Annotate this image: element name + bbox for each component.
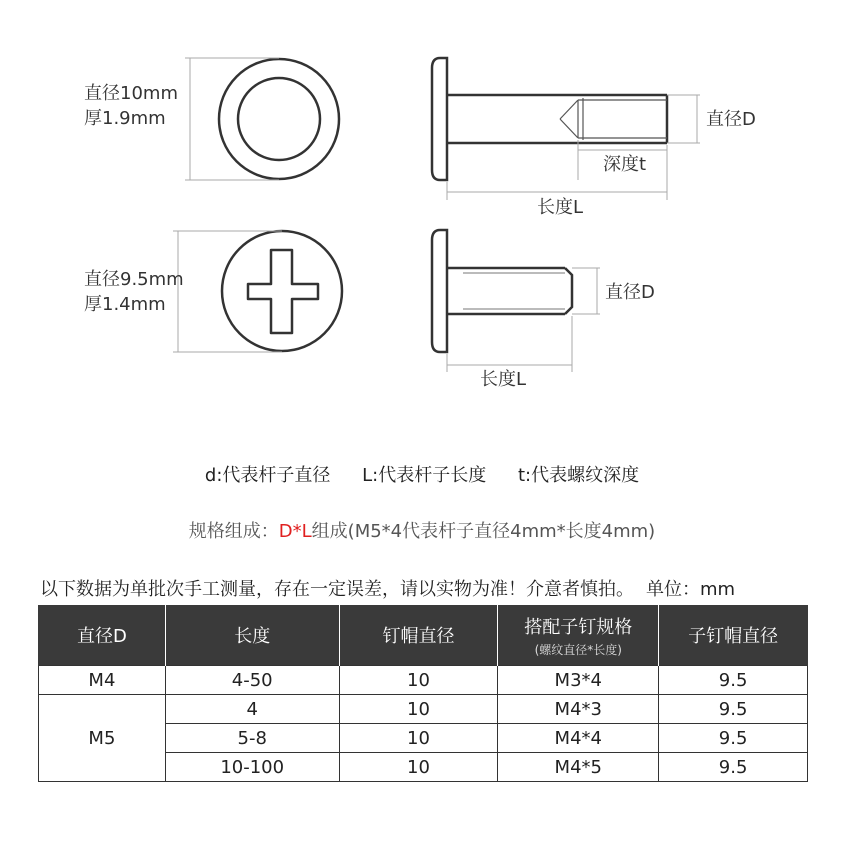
spec-formula: D*L: [278, 521, 312, 542]
bottom-head-front-view: [222, 231, 342, 351]
top-internal-thread: [560, 98, 667, 140]
cell-diameter: M5: [39, 695, 166, 782]
table-header-row: [39, 605, 808, 666]
legend-d: d:代表杆子直径: [204, 465, 331, 486]
bottom-head-thickness-label: 厚1.4mm: [84, 294, 166, 315]
header-mating-spec-main: 搭配子钉规格: [524, 616, 633, 638]
legend: [0, 461, 844, 487]
table-row: [39, 666, 808, 695]
cell-cap: 10: [339, 724, 498, 753]
top-thread-depth-label: 深度t: [603, 154, 647, 175]
bottom-head-diameter-label: 直径9.5mm: [84, 269, 184, 290]
legend-t: t:代表螺纹深度: [517, 465, 640, 486]
cell-mating: M4*4: [498, 724, 659, 753]
cell-sub-cap: 9.5: [659, 753, 808, 782]
unit-label: 单位：mm: [646, 579, 736, 600]
cell-length: 5-8: [165, 724, 339, 753]
cell-sub-cap: 9.5: [659, 666, 808, 695]
header-diameter: 直径D: [39, 605, 166, 666]
cell-cap: 10: [339, 753, 498, 782]
header-length: 长度: [165, 605, 339, 666]
bottom-screw-side-view: [432, 230, 572, 352]
cell-cap: 10: [339, 666, 498, 695]
top-length-label: 长度L: [537, 197, 584, 218]
top-head-diameter-label: 直径10mm: [84, 83, 178, 104]
bottom-dimension-lines: [447, 268, 600, 372]
cell-mating: M3*4: [498, 666, 659, 695]
header-mating-spec: [498, 605, 659, 666]
top-dimension-lines: [447, 95, 700, 200]
cell-sub-cap: 9.5: [659, 724, 808, 753]
spec-suffix: 组成(M5*4代表杆子直径4mm*长度4mm): [311, 521, 656, 542]
cell-length: 4: [165, 695, 339, 724]
bottom-head-dimension-lines: [173, 231, 282, 352]
measurement-note: [40, 575, 735, 601]
note-text: 以下数据为单批次手工测量，存在一定误差，请以实物为准！介意者慎拍。: [40, 579, 634, 600]
top-shaft-diameter-label: 直径D: [706, 109, 756, 130]
spec-table: [38, 605, 808, 782]
header-cap-diameter: 钉帽直径: [339, 605, 498, 666]
top-head-dimension-lines: [185, 58, 279, 180]
spec-prefix: 规格组成：: [188, 521, 279, 542]
cell-diameter: M4: [39, 666, 166, 695]
cell-length: 4-50: [165, 666, 339, 695]
bottom-thread-hatching: [463, 273, 565, 309]
legend-l: L:代表杆子长度: [362, 465, 487, 486]
bottom-length-label: 长度L: [480, 369, 527, 390]
table-row: [39, 695, 808, 724]
cell-cap: 10: [339, 695, 498, 724]
header-sub-cap-diameter: 子钉帽直径: [659, 605, 808, 666]
cell-mating: M4*3: [498, 695, 659, 724]
cell-length: 10-100: [165, 753, 339, 782]
header-mating-spec-sub: (螺纹直径*长度): [534, 642, 622, 657]
top-head-front-view: [219, 59, 339, 179]
cell-sub-cap: 9.5: [659, 695, 808, 724]
cell-mating: M4*5: [498, 753, 659, 782]
top-head-thickness-label: 厚1.9mm: [84, 108, 166, 129]
bottom-shaft-diameter-label: 直径D: [605, 282, 655, 303]
spec-line: [0, 517, 844, 543]
